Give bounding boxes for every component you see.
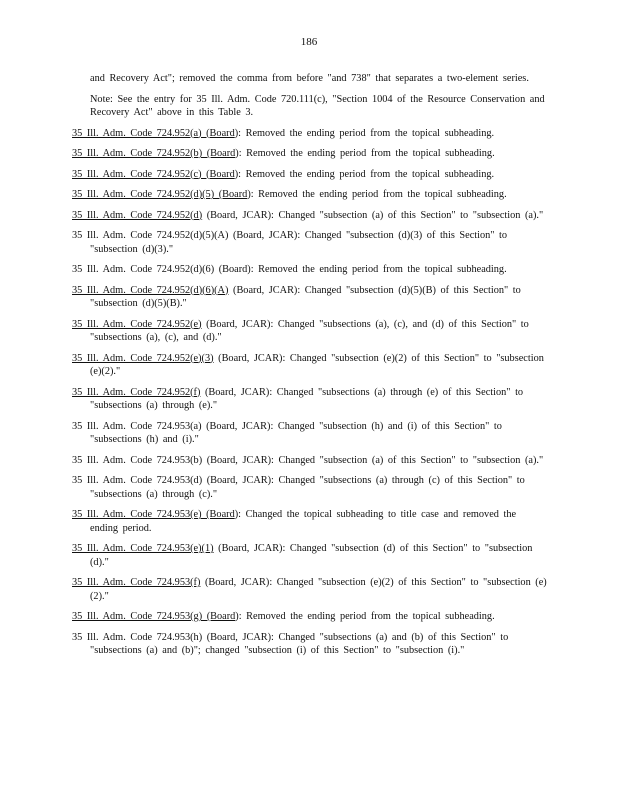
amendment-entry (72, 263, 547, 277)
entry-text: (Board, JCAR): Changed "subsections (a), (c), and (d) of this Section" to "subsections (a), (c), and (d)." (90, 318, 529, 343)
entry-text: 35 Ill. Adm. Code 724.953(d) (Board, JCAR): Changed "subsections (a) through (c) of this Section" to "subsections (a) through (c)." (72, 475, 525, 500)
entry-citation: 35 Ill. Adm. Code 724.953(e) (Board (72, 509, 235, 520)
amendment-entry (72, 386, 547, 413)
entry-citation: 35 Ill. Adm. Code 724.952(c) (Board (72, 168, 235, 180)
entry-citation: 35 Ill. Adm. Code 724.953(g) (Board (72, 611, 236, 622)
amendment-entry (72, 168, 547, 182)
entry-text: (Board, JCAR): Changed "subsection (d) of this Section" to "subsection (d)." (90, 543, 533, 568)
entry-text: ): Removed the ending period from the topical subheading. (234, 168, 495, 180)
amendment-entry (72, 284, 547, 311)
amendment-entry (72, 454, 547, 468)
entry-text: (Board, JCAR): Changed "subsection (e)(2) of this Section" to "subsection (e)(2)." (90, 577, 547, 602)
entry-text: ): Removed the ending period from the topical subheading. (235, 611, 495, 622)
entry-text: 35 Ill. Adm. Code 724.953(b) (Board, JCAR): Changed "subsection (a) of this Section" to "subsection (a)." (72, 454, 544, 466)
entry-text: 35 Ill. Adm. Code 724.952(d)(5)(A) (Board, JCAR): Changed "subsection (d)(3) of this Section" to "subsection (d)(3)." (72, 230, 508, 255)
entry-text: 35 Ill. Adm. Code 724.952(d)(6) (Board): Removed the ending period from the topical subheading. (72, 264, 507, 275)
entry-citation: 35 Ill. Adm. Code 724.952(a) (Board (72, 127, 235, 139)
amendment-entry (72, 188, 547, 202)
entry-citation: 35 Ill. Adm. Code 724.953(e)(1) (72, 543, 214, 554)
continuation-paragraph (72, 72, 547, 86)
entry-text: ): Removed the ending period from the topical subheading. (234, 127, 495, 139)
note-paragraph (72, 93, 547, 120)
entry-text: and Recovery Act"; removed the comma from before "and 738" that separates a two-element series. (90, 73, 529, 84)
entry-text: Note: See the entry for 35 Ill. Adm. Code 720.111(c), "Section 1004 of the Resource Conservation and Recovery Act" above in this Table 3. (90, 93, 545, 118)
entry-citation: 35 Ill. Adm. Code 724.952(b) (Board (72, 148, 236, 159)
entry-text: 35 Ill. Adm. Code 724.953(a) (Board, JCAR): Changed "subsection (h) and (i) of this Section" to "subsections (h) and (i)." (72, 420, 502, 445)
amendment-entry (72, 420, 547, 447)
amendment-entry (72, 508, 547, 535)
entry-text: ): Removed the ending period from the topical subheading. (247, 189, 507, 200)
entry-citation: 35 Ill. Adm. Code 724.952(f) (72, 386, 201, 398)
amendment-entry (72, 147, 547, 161)
entry-text: ): Changed the topical subheading to title case and removed the ending period. (90, 509, 517, 534)
amendment-entry (72, 209, 547, 223)
entry-citation: 35 Ill. Adm. Code 724.952(d) (72, 209, 203, 221)
entry-text: (Board, JCAR): Changed "subsection (a) of this Section" to "subsection (a)." (202, 209, 544, 221)
entry-citation: 35 Ill. Adm. Code 724.952(d)(5) (Board (72, 189, 248, 200)
entry-citation: 35 Ill. Adm. Code 724.952(e)(3) (72, 352, 214, 364)
amendment-entry (72, 229, 547, 256)
amendment-entry (72, 127, 547, 141)
entry-citation: 35 Ill. Adm. Code 724.952(d)(6)(A) (72, 284, 229, 296)
entry-citation: 35 Ill. Adm. Code 724.953(f) (72, 577, 201, 588)
entry-text: 35 Ill. Adm. Code 724.953(h) (Board, JCAR): Changed "subsections (a) and (b) of this Section" to "subsections (a) and (b)"; changed "subsection (i) of this Section" to "subsection (i)." (72, 631, 509, 656)
document-body (72, 72, 547, 665)
amendment-entry (72, 318, 547, 345)
entry-text: ): Removed the ending period from the topical subheading. (235, 148, 495, 159)
amendment-entry (72, 610, 547, 624)
amendment-entry (72, 576, 547, 603)
amendment-entry (72, 352, 547, 379)
amendment-entry (72, 631, 547, 658)
entry-text: (Board, JCAR): Changed "subsection (e)(2) of this Section" to "subsection (e)(2)." (90, 352, 544, 377)
entry-citation: 35 Ill. Adm. Code 724.952(e) (72, 318, 202, 330)
entry-text: (Board, JCAR): Changed "subsections (a) through (e) of this Section" to "subsections (a) through (e)." (90, 386, 524, 411)
amendment-entry (72, 474, 547, 501)
amendment-entry (72, 542, 547, 569)
page-number: 186 (300, 36, 318, 48)
entry-text: (Board, JCAR): Changed "subsection (d)(5)(B) of this Section" to "subsection (d)(5)(B)." (90, 284, 521, 309)
